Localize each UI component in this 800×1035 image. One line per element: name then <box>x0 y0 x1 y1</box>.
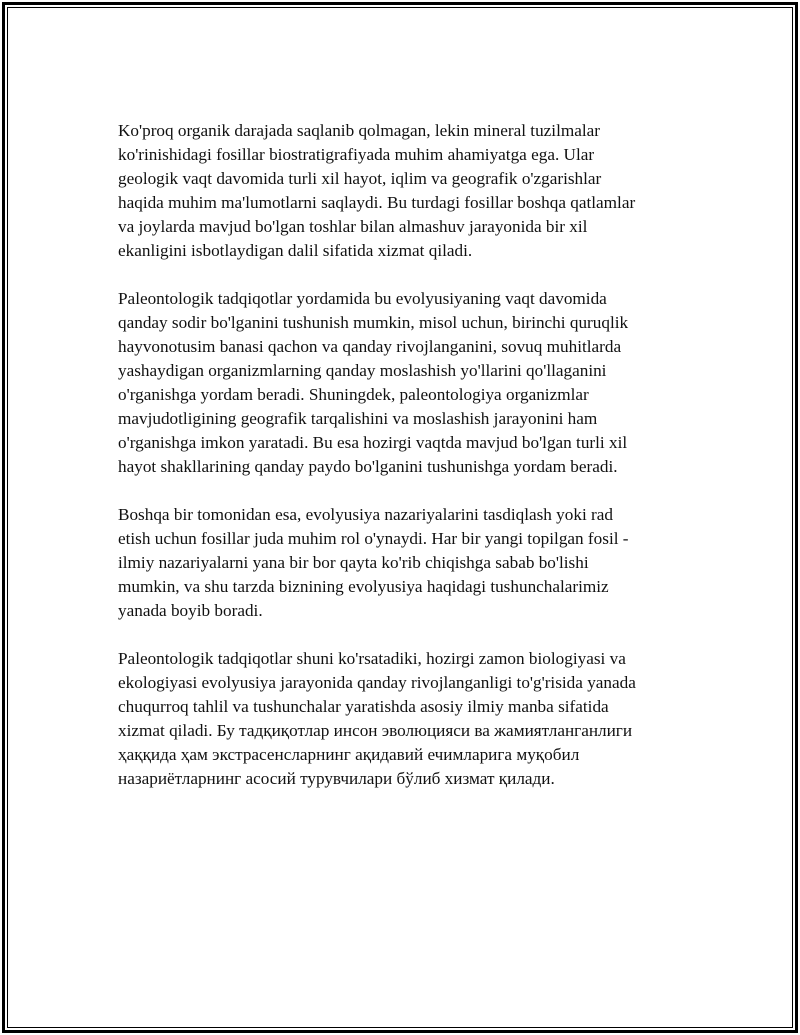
paragraph-4 <box>118 647 688 791</box>
paragraph-1 <box>118 119 688 263</box>
text-line: o'rganishga imkon yaratadi. Bu esa hozirgi vaqtda mavjud bo'lgan turli xil <box>118 433 628 452</box>
text-line: mavjudotligining geografik tarqalishini va moslashish jarayonini ham <box>118 409 598 428</box>
text-line: Ko'proq organik darajada saqlanib qolmagan, lekin mineral tuzilmalar <box>118 121 600 140</box>
paragraph-3 <box>118 503 688 623</box>
text-line: ekanligini isbotlaydigan dalil sifatida xizmat qiladi. <box>118 241 473 260</box>
text-line: mumkin, va shu tarzda biznining evolyusiya haqidagi tushunchalarimiz <box>118 577 609 596</box>
text-line: xizmat qiladi. Бу тадқиқотлар инсон эволюцияси ва жамиятланганлиги <box>118 721 633 740</box>
text-line: yashaydigan organizmlarning qanday moslashish yo'llarini qo'llaganini <box>118 361 607 380</box>
text-line: geologik vaqt davomida turli xil hayot, iqlim va geografik o'zgarishlar <box>118 169 602 188</box>
text-line: Boshqa bir tomonidan esa, evolyusiya nazariyalarini tasdiqlash yoki rad <box>118 505 613 524</box>
text-line: Paleontologik tadqiqotlar shuni ko'rsatadiki, hozirgi zamon biologiyasi va <box>118 649 626 668</box>
text-line: etish uchun fosillar juda muhim rol o'ynaydi. Har bir yangi topilgan fosil - <box>118 529 629 548</box>
text-line: ilmiy nazariyalarni yana bir bor qayta ko'rib chiqishga sabab bo'lishi <box>118 553 589 572</box>
document-body <box>118 119 688 815</box>
paragraph-2 <box>118 287 688 479</box>
text-line: Paleontologik tadqiqotlar yordamida bu evolyusiyaning vaqt davomida <box>118 289 607 308</box>
text-line: hayot shakllarining qanday paydo bo'lganini tushunishga yordam beradi. <box>118 457 618 476</box>
text-line: ҳаққида ҳам экстрасенсларнинг ақидавий ечимларига муқобил <box>118 745 580 764</box>
text-line: o'rganishga yordam beradi. Shuningdek, paleontologiya organizmlar <box>118 385 589 404</box>
text-line: chuqurroq tahlil va tushunchalar yaratishda asosiy ilmiy manba sifatida <box>118 697 609 716</box>
text-line: ekologiyasi evolyusiya jarayonida qanday rivojlanganligi to'g'risida yanada <box>118 673 636 692</box>
text-line: va joylarda mavjud bo'lgan toshlar bilan almashuv jarayonida bir xil <box>118 217 588 236</box>
text-line: haqida muhim ma'lumotlarni saqlaydi. Bu turdagi fosillar boshqa qatlamlar <box>118 193 636 212</box>
text-line: qanday sodir bo'lganini tushunish mumkin, misol uchun, birinchi quruqlik <box>118 313 629 332</box>
text-line: hayvonotusim banasi qachon va qanday rivojlanganini, sovuq muhitlarda <box>118 337 622 356</box>
text-line: назариётларнинг асосий турувчилари бўлиб хизмат қилади. <box>118 769 555 788</box>
text-line: yanada boyib boradi. <box>118 601 263 620</box>
text-line: ko'rinishidagi fosillar biostratigrafiyada muhim ahamiyatga ega. Ular <box>118 145 595 164</box>
